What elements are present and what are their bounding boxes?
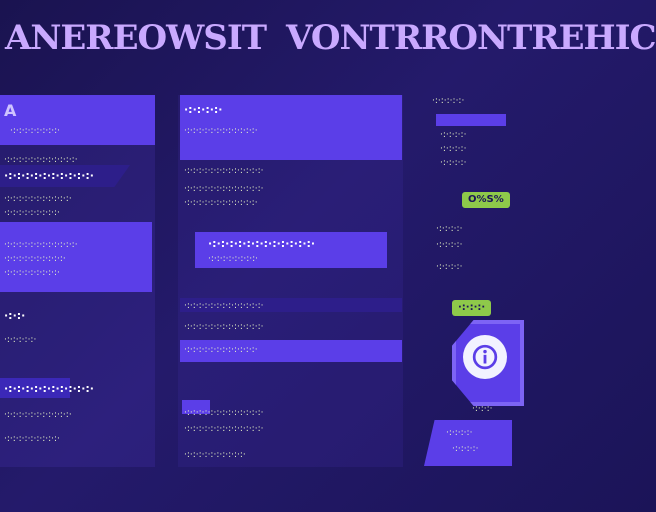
left-line-7: ·:·:·:·:·:·:·:·:·:·:· xyxy=(4,254,66,264)
mid-line-6: ·:·:·:·:·:·:·:·:· xyxy=(208,254,259,264)
mid-line-11: ·:·:·:·:·:·:·:·:·:·:·:·:·:· xyxy=(184,424,264,434)
right-line-2: ·:·:·:·:· xyxy=(440,130,467,140)
title-part-2: ANEREOWSIT xyxy=(4,18,267,58)
right-pill[interactable] xyxy=(436,114,506,126)
left-line-12: ·:·:·:·:·:·:·:·:·:·:·:· xyxy=(4,410,72,420)
page-title xyxy=(0,10,656,66)
left-line-2: ·:·:·:·:·:·:·:·:·:·:·:·:· xyxy=(4,155,78,165)
left-line-8: ·:·:·:·:·:·:·:·:·:· xyxy=(4,268,60,278)
mid-line-10: ·:·:·:·:·:·:·:·:·:·:·:·:·:· xyxy=(184,408,264,418)
mid-line-1: ·:·:·:·:·:·:·:·:·:·:·:·:· xyxy=(184,126,258,136)
right-card-bottom[interactable] xyxy=(424,420,512,466)
mid-line-5: ·:·:·:·:·:·:·:·:·:·:·:·:· xyxy=(208,237,316,250)
mid-line-9: ·:·:·:·:·:·:·:·:·:·:·:·:· xyxy=(184,345,258,355)
mid-line-3: ·:·:·:·:·:·:·:·:·:·:·:·:·:· xyxy=(184,184,264,194)
right-line-1: ·:·:·:·:·:· xyxy=(432,96,465,106)
right-line-10: ·:·:·:·:· xyxy=(452,444,479,454)
left-line-13: ·:·:·:·:·:·:·:·:·:· xyxy=(4,434,60,444)
left-line-3: ·:·:·:·:·:·:·:·:·:·:· xyxy=(4,169,94,182)
mid-line-2: ·:·:·:·:·:·:·:·:·:·:·:·:·:· xyxy=(184,166,264,176)
left-line-10: ·:·:·:·:·:· xyxy=(4,335,37,345)
mid-line-12: ·:·:·:·:·:·:·:·:·:·:· xyxy=(184,450,246,460)
info-glyph-icon xyxy=(472,344,498,370)
right-line-6: ·:·:·:·:· xyxy=(436,240,463,250)
right-badge-2[interactable]: ·:·:·:· xyxy=(452,300,491,316)
left-line-9: ·:·:· xyxy=(4,309,26,322)
right-line-8: ·:·:·:· xyxy=(472,404,493,414)
right-badge-1[interactable]: O%S% xyxy=(462,192,510,208)
mid-line-4: ·:·:·:·:·:·:·:·:·:·:·:·:· xyxy=(184,198,258,208)
left-line-11: ·:·:·:·:·:·:·:·:·:·:· xyxy=(4,382,94,395)
left-line-6: ·:·:·:·:·:·:·:·:·:·:·:·:· xyxy=(4,240,78,250)
info-icon[interactable] xyxy=(463,335,507,379)
right-line-5: ·:·:·:·:· xyxy=(436,224,463,234)
title-part-3: VONTRRONTREHIC xyxy=(286,18,656,58)
left-line-5: ·:·:·:·:·:·:·:·:·:· xyxy=(4,208,60,218)
left-line-1: ·:·:·:·:·:·:·:·:· xyxy=(10,126,61,136)
mid-heading: ·:·:·:·:· xyxy=(184,103,223,116)
mid-line-8: ·:·:·:·:·:·:·:·:·:·:·:·:·:· xyxy=(184,322,264,332)
left-heading-mark: A xyxy=(4,101,17,120)
left-card-header[interactable] xyxy=(0,95,155,145)
right-line-7: ·:·:·:·:· xyxy=(436,262,463,272)
mid-line-7: ·:·:·:·:·:·:·:·:·:·:·:·:·:· xyxy=(184,301,264,311)
right-line-4: ·:·:·:·:· xyxy=(440,158,467,168)
left-line-4: ·:·:·:·:·:·:·:·:·:·:·:· xyxy=(4,194,72,204)
right-line-3: ·:·:·:·:· xyxy=(440,144,467,154)
right-line-9: ·:·:·:·:· xyxy=(446,428,473,438)
